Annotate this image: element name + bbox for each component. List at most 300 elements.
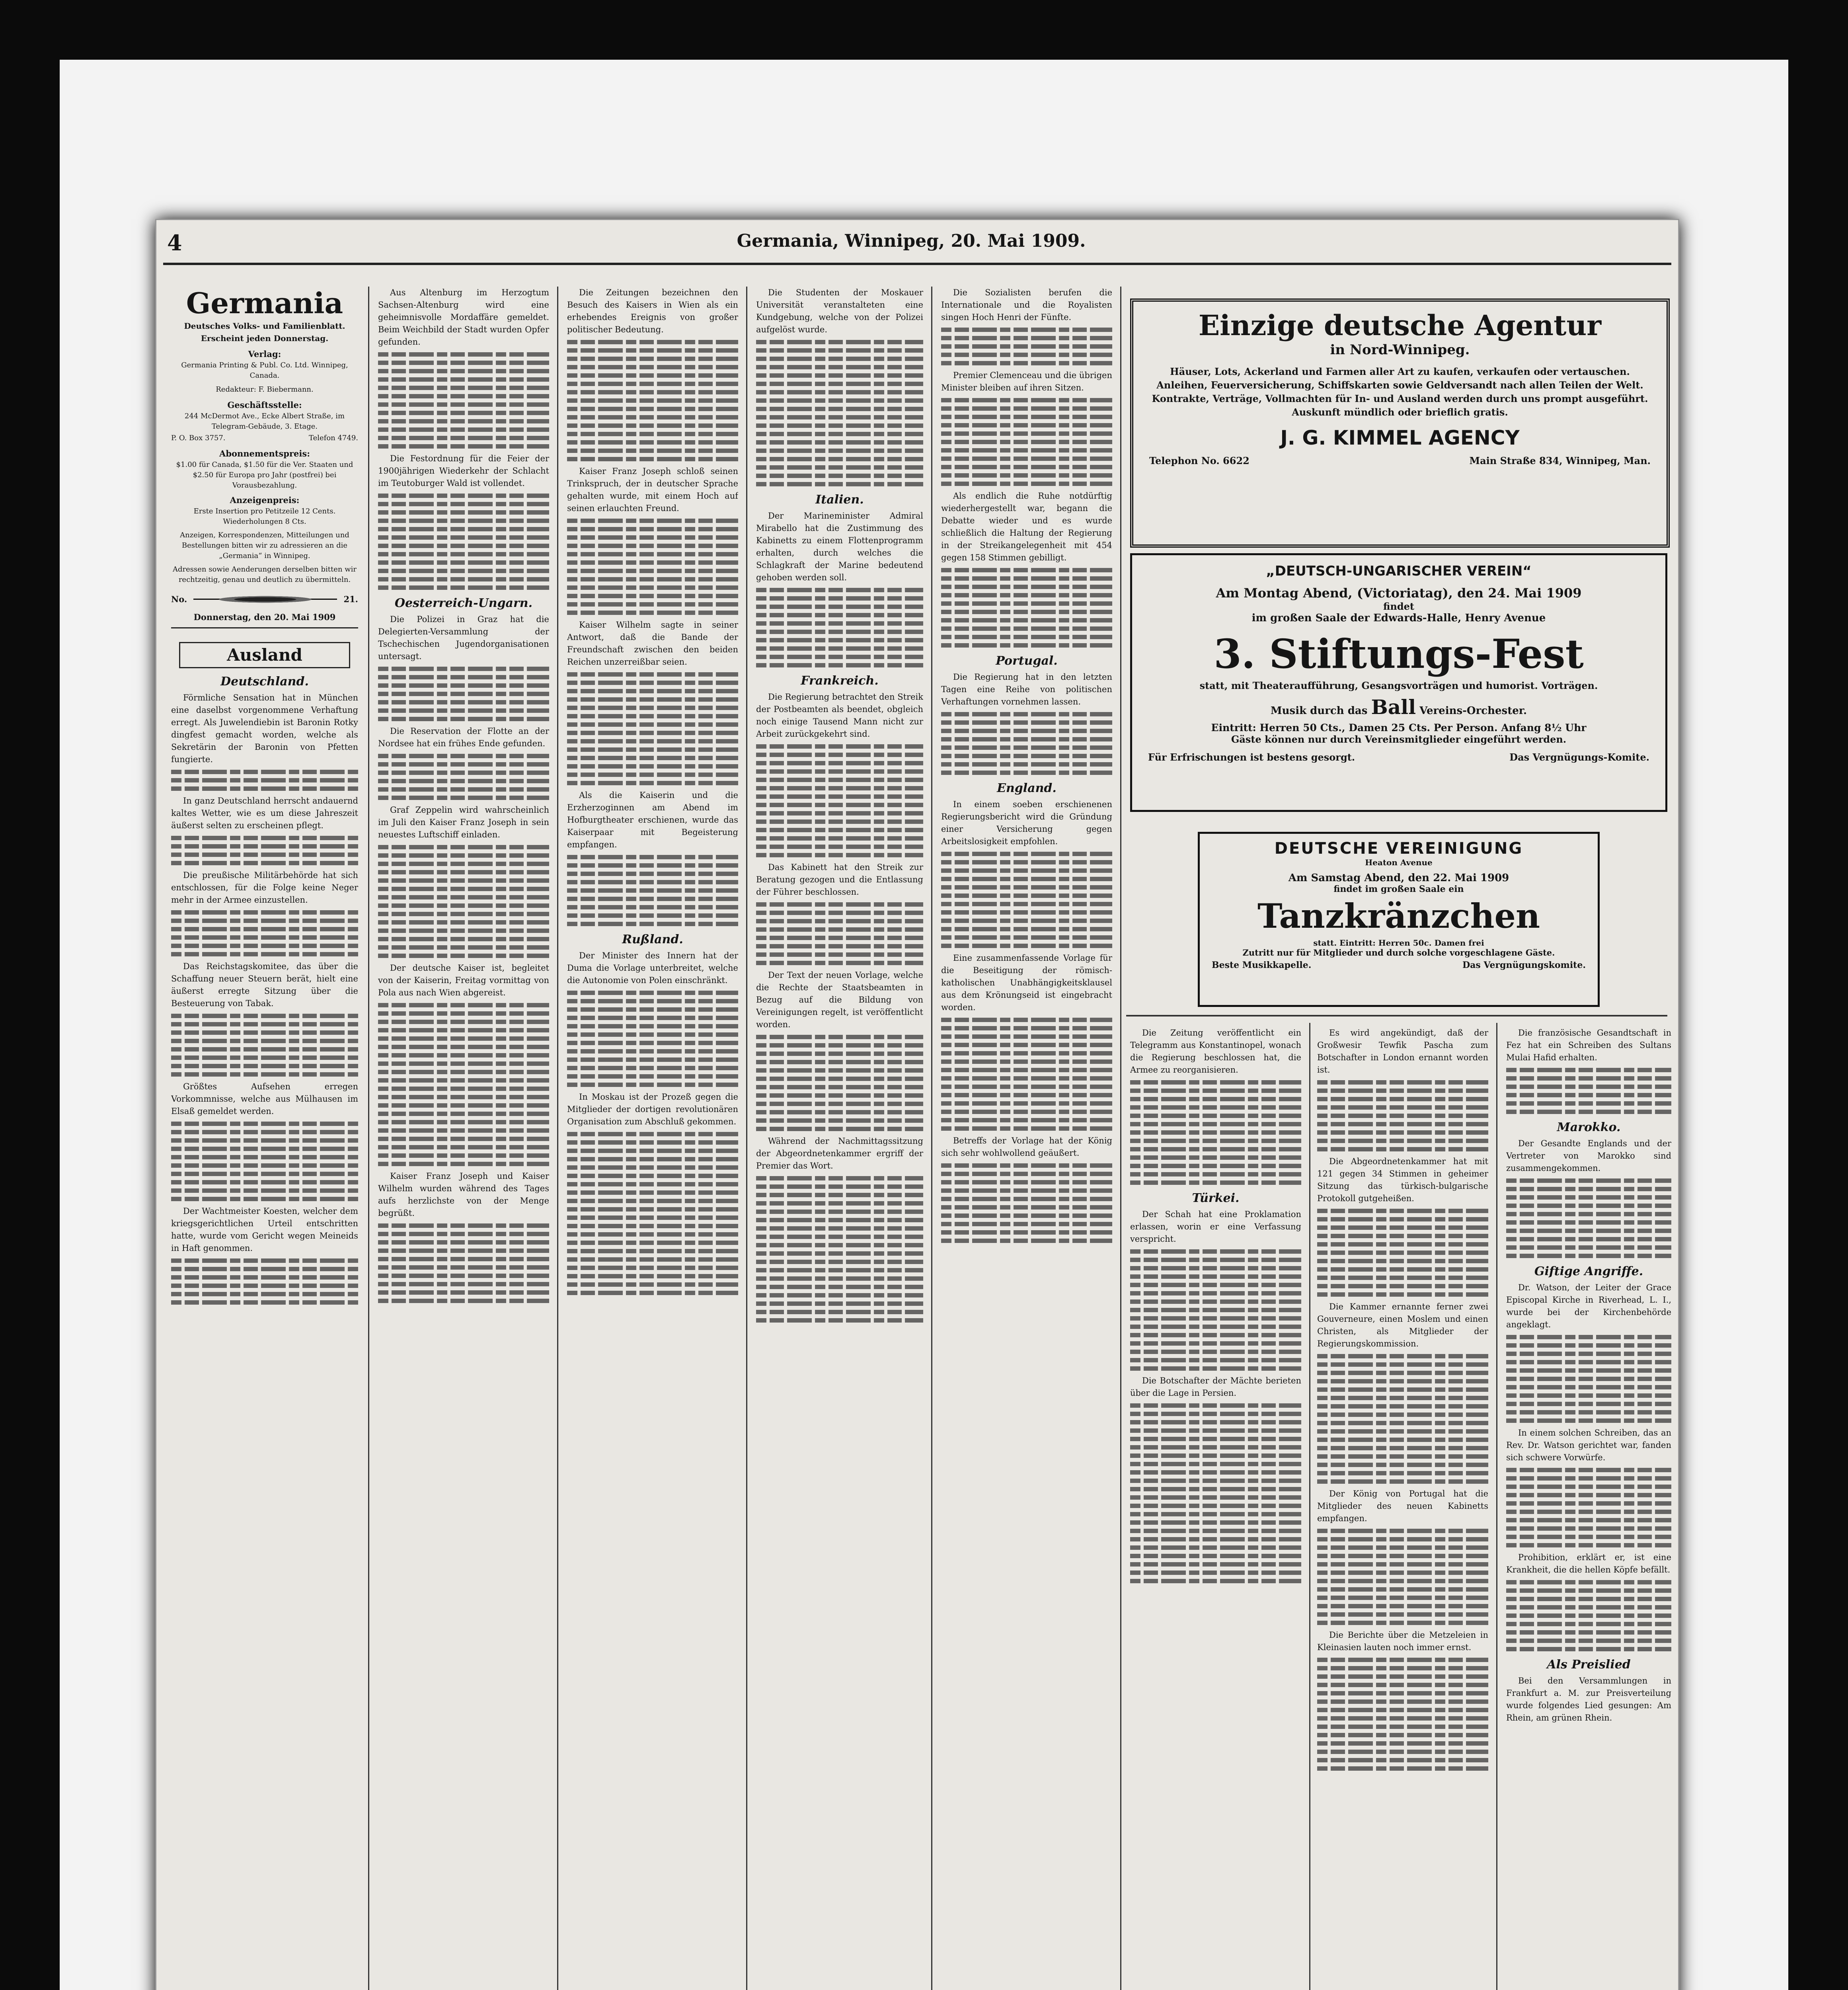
text-line — [756, 390, 923, 394]
illegible-text-lines — [941, 1163, 1112, 1243]
ad-vereinigung-title: DEUTSCHE VEREINIGUNG — [1274, 839, 1523, 858]
section-marokko: Marokko. — [1557, 1120, 1621, 1134]
text-line — [941, 635, 1112, 639]
text-line — [567, 781, 738, 785]
masthead-note: Anzeigen, Korrespondenzen, Mitteilungen und Bestellungen bitten wir zu adressieren an die „Germania“ in Winnipeg. — [180, 531, 349, 560]
text-line — [941, 353, 1112, 357]
article-paragraph: Die Sozialisten berufen die Internationale und die Royalisten singen Hoch Henri der Fünfte. — [941, 288, 1112, 322]
text-line — [941, 712, 1112, 716]
text-line — [1317, 1242, 1488, 1247]
ad-deutsche-vereinigung — [1198, 832, 1600, 1007]
text-line — [171, 1072, 358, 1077]
text-line — [378, 787, 549, 792]
article-paragraph: Die Kammer ernannte ferner zwei Gouverneure, einen Moslem und einen Christen, als Mitglieder der Regierungskommission. — [1317, 1302, 1488, 1348]
text-line — [171, 944, 358, 948]
text-line — [1506, 1647, 1671, 1651]
text-line — [756, 1293, 923, 1297]
text-line — [171, 1163, 358, 1168]
text-line — [567, 888, 738, 893]
text-line — [567, 1132, 738, 1136]
article-paragraph: Die Zeitung veröffentlicht ein Telegramm aus Konstantinopel, wonach die Regierung beschlossen hat, die Armee zu reorganisieren. — [1130, 1028, 1301, 1075]
text-line — [171, 1275, 358, 1280]
text-line — [1317, 1379, 1488, 1383]
text-line — [756, 1184, 923, 1189]
text-line — [378, 436, 549, 440]
text-line — [1506, 1402, 1671, 1406]
masthead-note: Adressen sowie Aenderungen derselben bitten wir rechtzeitig, genau und deutlich zu übermitteln. — [173, 565, 357, 584]
text-line — [1317, 1658, 1488, 1662]
text-line — [171, 1147, 358, 1151]
text-line — [378, 552, 549, 556]
text-line — [1317, 1387, 1488, 1392]
section-deutschland: Deutschland. — [220, 675, 309, 689]
text-line — [756, 1110, 923, 1114]
text-line — [1130, 1358, 1301, 1362]
article-paragraph: Die französische Gesandtschaft in Fez hat ein Schreiben des Sultans Mulai Hafid erhalten. — [1506, 1028, 1671, 1062]
text-line — [756, 786, 923, 790]
text-line — [941, 1101, 1112, 1106]
text-line — [756, 961, 923, 965]
text-line — [756, 398, 923, 403]
text-line — [567, 880, 738, 884]
ad-address: Main Straße 834, Winnipeg, Man. — [1469, 455, 1651, 466]
column-5 — [941, 287, 1112, 1990]
ad-verein-music-suffix: Vereins-Orchester. — [1419, 705, 1527, 717]
text-line — [941, 910, 1112, 915]
text-line — [941, 944, 1112, 948]
text-line — [1317, 1284, 1488, 1288]
text-line — [941, 457, 1112, 461]
text-line — [1317, 1371, 1488, 1375]
text-line — [171, 1030, 358, 1035]
text-line — [756, 811, 923, 816]
text-line — [1130, 1520, 1301, 1525]
text-line — [567, 697, 738, 702]
text-line — [1130, 1412, 1301, 1416]
text-line — [567, 594, 738, 598]
text-line — [1506, 1526, 1671, 1531]
article-paragraph: Die Reservation der Flotte an der Nordsee hat ein frühes Ende gefunden. — [378, 726, 549, 748]
text-line — [756, 1118, 923, 1123]
text-line — [1506, 1605, 1671, 1610]
office-label: Geschäftsstelle: — [227, 400, 302, 410]
text-line — [378, 544, 549, 548]
section-portugal: Portugal. — [996, 654, 1058, 668]
text-line — [1506, 1093, 1671, 1097]
text-line — [1317, 1699, 1488, 1704]
text-line — [756, 588, 923, 592]
text-line — [1506, 1518, 1671, 1522]
text-line — [1317, 1579, 1488, 1583]
illegible-text-lines — [378, 754, 549, 800]
text-line — [1130, 1562, 1301, 1567]
text-line — [171, 935, 358, 940]
ad-vereinigung-entry: statt. Eintritt: Herren 50c. Damen frei — [1313, 938, 1484, 948]
text-line — [1317, 1571, 1488, 1575]
text-line — [756, 1052, 923, 1056]
text-line — [567, 1190, 738, 1195]
text-line — [941, 1163, 1112, 1168]
subscription-text: $1.00 für Canada, $1.50 für die Ver. Staaten und $2.50 für Europa pro Jahr (postfrei) bei Vorausbezahlung. — [176, 460, 353, 490]
illegible-text-lines — [171, 836, 358, 865]
article-paragraph: Das Reichstagskomitee, das über die Schaffung neuer Steuern berät, hielt eine äußerst erregte Sitzung über die Besteuerung von Tabak. — [171, 962, 358, 1008]
article-paragraph: Der Gesandte Englands und der Vertreter von Marokko sind zusammengekommen. — [1506, 1139, 1671, 1173]
article-paragraph: In einem soeben erschienenen Regierungsbericht wird die Gründung einer Versicherung gegen Arbeitslosigkeit empfohlen. — [941, 800, 1112, 846]
text-line — [567, 681, 738, 685]
text-line — [567, 1074, 738, 1079]
ad-verein-title: „DEUTSCH-UNGARISCHER VEREIN“ — [1266, 563, 1532, 579]
illegible-text-lines — [1317, 1209, 1488, 1297]
text-line — [756, 407, 923, 411]
text-line — [756, 1226, 923, 1231]
column-3 — [567, 287, 738, 1990]
text-line — [378, 1265, 549, 1270]
text-line — [756, 382, 923, 386]
text-line — [1130, 1445, 1301, 1450]
illegible-text-lines — [1130, 1080, 1301, 1185]
text-line — [378, 700, 549, 704]
article-paragraph: Die preußische Militärbehörde hat sich entschlossen, für die Folge keine Neger mehr in der Armee einzustellen. — [171, 870, 358, 905]
text-line — [1506, 1085, 1671, 1089]
text-line — [756, 761, 923, 765]
text-line — [941, 1172, 1112, 1176]
text-line — [1130, 1512, 1301, 1516]
illegible-text-lines — [1506, 1178, 1671, 1258]
text-line — [378, 870, 549, 874]
illegible-text-lines — [941, 712, 1112, 775]
illegible-text-lines — [941, 852, 1112, 948]
text-line — [567, 340, 738, 344]
illegible-text-lines — [567, 340, 738, 461]
text-line — [567, 1274, 738, 1278]
text-line — [378, 796, 549, 800]
text-line — [1317, 1733, 1488, 1737]
text-line — [378, 1232, 549, 1236]
article-paragraph: Die Studenten der Moskauer Universität veranstalteten eine Kundgebung, welche von der Polizei aufgelöst wurde. — [756, 288, 923, 334]
text-line — [756, 1310, 923, 1314]
text-line — [378, 1045, 549, 1049]
article-paragraph: Es wird angekündigt, daß der Großwesir Tewfik Pascha zum Botschafter in London ernannt worden ist. — [1317, 1028, 1488, 1075]
text-line — [1506, 1220, 1671, 1225]
text-line — [1130, 1504, 1301, 1508]
text-line — [756, 1201, 923, 1206]
text-line — [1317, 1421, 1488, 1425]
text-line — [941, 720, 1112, 725]
column-rule — [1120, 287, 1121, 1990]
text-line — [1317, 1292, 1488, 1297]
text-line — [756, 432, 923, 436]
text-line — [941, 1068, 1112, 1072]
text-line — [941, 762, 1112, 767]
text-line — [567, 1174, 738, 1178]
text-line — [567, 398, 738, 403]
text-line — [171, 919, 358, 923]
text-line — [941, 643, 1112, 648]
illegible-text-lines — [1317, 1529, 1488, 1625]
ad-headline: Einzige deutsche Agentur — [1198, 309, 1602, 342]
section-england: England. — [997, 781, 1057, 795]
text-line — [941, 1239, 1112, 1243]
text-line — [756, 638, 923, 642]
text-line — [1130, 1249, 1301, 1254]
text-line — [1317, 1147, 1488, 1151]
text-line — [756, 1127, 923, 1131]
text-line — [567, 440, 738, 445]
text-line — [1506, 1639, 1671, 1643]
text-line — [378, 527, 549, 531]
text-line — [567, 672, 738, 677]
article-paragraph: Kaiser Franz Joseph und Kaiser Wilhelm wurden während des Tages aufs herzlichste von der Menge begrüßt. — [378, 1171, 549, 1218]
ausland-heading — [179, 642, 350, 668]
text-line — [1506, 1101, 1671, 1106]
text-line — [171, 1180, 358, 1184]
text-line — [756, 1176, 923, 1180]
text-line — [378, 1257, 549, 1261]
article-paragraph: Betreffs der Vorlage hat der König sich sehr wohlwollend geäußert. — [941, 1136, 1112, 1158]
column-rule — [368, 287, 369, 1990]
article-paragraph: Der Schah hat eine Proklamation erlassen, worin er eine Verfassung verspricht. — [1130, 1210, 1301, 1244]
text-line — [1317, 1604, 1488, 1608]
text-line — [1317, 1716, 1488, 1721]
illegible-text-lines — [1506, 1335, 1671, 1423]
text-line — [941, 576, 1112, 581]
text-line — [1317, 1463, 1488, 1467]
text-line — [567, 1140, 738, 1145]
ad-vereinigung-committee: Das Vergnügungskomite. — [1462, 960, 1586, 970]
issue-number-label: No. — [171, 594, 187, 604]
text-line — [171, 1064, 358, 1068]
text-line — [378, 369, 549, 373]
newspaper-page — [155, 219, 1679, 1990]
column-2 — [378, 287, 549, 1990]
text-line — [1506, 1393, 1671, 1398]
text-line — [941, 344, 1112, 349]
text-line — [567, 1266, 738, 1270]
text-line — [1317, 1080, 1488, 1085]
ad-verein-program: statt, mit Theateraufführung, Gesangsvorträgen und humorist. Vorträgen. — [1199, 680, 1598, 691]
text-line — [756, 1276, 923, 1281]
text-line — [1317, 1404, 1488, 1409]
illegible-text-lines — [756, 744, 923, 857]
text-line — [567, 1232, 738, 1237]
text-line — [378, 444, 549, 449]
text-line — [378, 754, 549, 758]
text-line — [567, 1282, 738, 1287]
ad-vereinigung-rule: Zutritt nur für Mitglieder und durch solche vorgeschlagene Gäste. — [1242, 948, 1555, 958]
text-line — [171, 861, 358, 865]
text-line — [378, 675, 549, 679]
text-line — [1317, 1612, 1488, 1617]
text-line — [378, 929, 549, 933]
text-line — [1130, 1172, 1301, 1176]
text-line — [567, 1215, 738, 1220]
text-line — [171, 910, 358, 915]
text-line — [378, 1095, 549, 1099]
text-line — [171, 1138, 358, 1143]
text-line — [1317, 1276, 1488, 1280]
text-line — [1130, 1453, 1301, 1458]
illegible-text-lines — [1506, 1068, 1671, 1114]
text-line — [1130, 1299, 1301, 1304]
text-line — [378, 427, 549, 432]
text-line — [378, 1070, 549, 1074]
text-line — [941, 745, 1112, 750]
issue-date: Donnerstag, den 20. Mai 1909 — [171, 611, 358, 628]
text-line — [378, 1120, 549, 1124]
text-line — [756, 630, 923, 634]
article-paragraph: Eine zusammenfassende Vorlage für die Beseitigung der römisch-katholischen Unabhängigkeitsklausel aus dem Krönungseid ist eingebracht worden. — [941, 953, 1112, 1012]
section-frankreich: Frankreich. — [801, 674, 879, 688]
text-line — [756, 819, 923, 824]
text-line — [1317, 1725, 1488, 1729]
text-line — [1506, 1385, 1671, 1389]
column-6 — [1317, 1027, 1488, 1990]
text-line — [1317, 1674, 1488, 1679]
text-line — [378, 954, 549, 958]
masthead-ornament — [193, 594, 337, 605]
text-line — [1130, 1089, 1301, 1093]
article-paragraph: Graf Zeppelin wird wahrscheinlich im Juli den Kaiser Franz Joseph in sein neuestes Luftschiff einladen. — [378, 805, 549, 839]
text-line — [941, 448, 1112, 453]
text-line — [378, 895, 549, 899]
text-line — [756, 415, 923, 419]
ad-verein-refresh: Für Erfrischungen ist bestens gesorgt. — [1148, 751, 1355, 763]
text-line — [1130, 1403, 1301, 1408]
text-line — [1130, 1571, 1301, 1575]
text-line — [567, 560, 738, 565]
text-line — [1317, 1130, 1488, 1135]
text-line — [1506, 1630, 1671, 1635]
ad-verein-guests: Gäste können nur durch Vereinsmitglieder eingeführt werden. — [1231, 734, 1567, 745]
text-line — [567, 855, 738, 859]
text-line — [567, 449, 738, 453]
text-line — [1130, 1487, 1301, 1491]
office-address: 244 McDermot Ave., Ecke Albert Straße, im Telegram-Gebäude, 3. Etage. — [184, 412, 345, 431]
text-line — [1317, 1683, 1488, 1687]
text-line — [941, 852, 1112, 856]
text-line — [756, 465, 923, 470]
text-line — [1130, 1180, 1301, 1185]
text-line — [378, 1011, 549, 1016]
column-4 — [756, 287, 923, 1990]
text-line — [378, 1103, 549, 1108]
text-line — [941, 1059, 1112, 1064]
text-line — [941, 1214, 1112, 1218]
text-line — [1317, 1545, 1488, 1550]
text-line — [378, 419, 549, 423]
text-line — [378, 920, 549, 925]
text-line — [378, 853, 549, 858]
article-paragraph: Größtes Aufsehen erregen Vorkommnisse, welche aus Mülhausen im Elsaß gemeldet werden. — [171, 1082, 358, 1116]
text-line — [1317, 1225, 1488, 1230]
text-line — [1130, 1291, 1301, 1295]
text-line — [171, 1130, 358, 1134]
text-line — [1506, 1195, 1671, 1200]
text-line — [756, 474, 923, 478]
text-line — [1506, 1343, 1671, 1348]
article-paragraph: Die Festordnung für die Feier der 1900jährigen Wiederkehr der Schlacht im Teutoburger Wald ist vollendet. — [378, 454, 549, 488]
text-line — [171, 1258, 358, 1263]
text-line — [1317, 1139, 1488, 1143]
ad-deutsch-ungarischer-verein — [1130, 553, 1667, 812]
text-line — [1506, 1493, 1671, 1497]
text-line — [756, 1035, 923, 1039]
column-5b — [1130, 1027, 1301, 1990]
article-paragraph: Als endlich die Ruhe notdürftig wiederhergestellt war, begann die Debatte wieder und es wurde schließlich die Haltung der Regierung in der Streikangelegenheit mit 454 gegen 158 Stimmen gebilligt. — [941, 491, 1112, 562]
text-line — [567, 1149, 738, 1153]
text-line — [567, 365, 738, 369]
text-line — [378, 887, 549, 891]
article-paragraph: Die Polizei in Graz hat die Delegierten-Versammlung der Tschechischen Jugendorganisationen untersagt. — [378, 615, 549, 661]
text-line — [756, 596, 923, 601]
illegible-text-lines — [378, 845, 549, 958]
text-line — [756, 348, 923, 353]
text-line — [567, 357, 738, 361]
text-line — [378, 502, 549, 506]
text-line — [171, 952, 358, 956]
text-line — [1317, 1429, 1488, 1434]
page-number: 4 — [167, 230, 182, 256]
text-line — [567, 739, 738, 743]
text-line — [756, 365, 923, 369]
ad-vereinigung-place: findet im großen Saale ein — [1333, 884, 1464, 894]
text-line — [171, 927, 358, 931]
text-line — [171, 786, 358, 791]
text-line — [756, 482, 923, 486]
text-line — [378, 912, 549, 916]
text-line — [941, 1043, 1112, 1047]
text-line — [941, 771, 1112, 775]
ad-subline: in Nord-Winnipeg. — [1330, 342, 1470, 358]
ad-verein-place: im großen Saale der Edwards-Halle, Henry Avenue — [1251, 612, 1546, 624]
illegible-text-lines — [756, 340, 923, 486]
phone: Telefon 4749. — [308, 434, 358, 442]
text-line — [1130, 1350, 1301, 1354]
text-line — [378, 1061, 549, 1066]
text-line — [756, 944, 923, 948]
illegible-text-lines — [378, 352, 549, 449]
text-line — [941, 877, 1112, 881]
text-line — [567, 611, 738, 615]
text-line — [756, 1235, 923, 1239]
ad-vereinigung-subtitle: Heaton Avenue — [1365, 858, 1433, 867]
text-line — [171, 1055, 358, 1060]
text-line — [378, 692, 549, 696]
text-line — [941, 1110, 1112, 1114]
text-line — [171, 1122, 358, 1126]
text-line — [1317, 1413, 1488, 1417]
text-line — [171, 778, 358, 782]
text-line — [378, 1162, 549, 1166]
section-russland: Rußland. — [622, 933, 683, 946]
text-line — [378, 1128, 549, 1133]
section-preislied: Als Preislied — [1547, 1658, 1631, 1672]
text-line — [378, 1223, 549, 1228]
publisher: Germania Printing & Publ. Co. Ltd. Winnipeg, Canada. — [181, 361, 348, 380]
text-line — [756, 1285, 923, 1289]
text-line — [171, 1197, 358, 1201]
text-line — [567, 552, 738, 556]
masthead-subtitle: Deutsches Volks- und Familienblatt. — [184, 321, 345, 331]
text-line — [941, 1180, 1112, 1184]
ads-bottom-rule — [1126, 1015, 1667, 1016]
section-tuerkei: Türkei. — [1192, 1191, 1240, 1205]
text-line — [756, 936, 923, 940]
article-paragraph: Dr. Watson, der Leiter der Grace Episcopal Kirche in Riverhead, L. I., wurde bei der Kirchenbehörde angeklagt. — [1506, 1283, 1671, 1329]
text-line — [941, 328, 1112, 332]
illegible-text-lines — [567, 1132, 738, 1295]
illegible-text-lines — [1317, 1354, 1488, 1484]
